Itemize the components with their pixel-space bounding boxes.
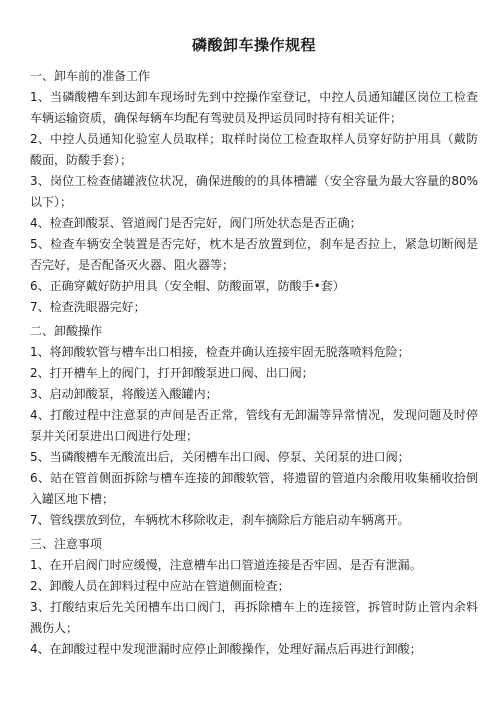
list-item: 3、打酸结束后先关闭槽车出口阀门，再拆除槽车上的连接管，拆管时防止管内余料溅伤人；	[30, 600, 478, 635]
document-title: 磷酸卸车操作规程	[191, 36, 316, 54]
list-item: 2、中控人员通知化验室人员取样；取样时岗位工检查取样人员穿好防护用具（戴防酸面，防酸手套）；	[30, 132, 478, 167]
list-item: 5、检查车辆安全装置是否完好，枕木是否放置到位，刹车是否拉上，紧急切断阀是否完好，是否配备灭火器、阻火器等；	[30, 237, 478, 272]
list-item: 2、打开槽车上的阀门，打开卸酸泵进口阀、出口阀；	[30, 366, 314, 380]
section-heading: 三、注意事项	[30, 537, 103, 551]
list-item: 7、检查洗眼器完好；	[30, 300, 146, 314]
list-item: 4、打酸过程中注意泵的声间是否正常，管线有无卸漏等异常情况，发现问题及时停泵并关闭泵进出口阀进行处理；	[30, 408, 478, 443]
section-heading: 一、卸车前的准备工作	[30, 69, 151, 83]
section-unloading	[30, 321, 478, 531]
list-item: 7、管线摆放到位，车辆枕木移除收走，刹车摘除后方能启动车辆离开。	[30, 513, 410, 527]
list-item: 1、将卸酸软管与槽车出口相接，检查并确认连接牢固无脱落喷料危险；	[30, 345, 410, 359]
list-item: 3、启动卸酸泵，将酸送入酸罐内；	[30, 387, 218, 401]
list-item: 2、卸酸人员在卸料过程中应站在管道侧面检查；	[30, 579, 290, 593]
list-item: 3、岗位工检查储罐液位状况，确保进酸的的具体槽罐（安全容量为最大容量的80%以下）；	[30, 174, 478, 209]
list-item: 4、检查卸酸泵、管道阀门是否完好，阀门所处状态是否正确；	[30, 216, 362, 230]
list-item: 1、当磷酸槽车到达卸车现场时先到中控操作室登记，中控人员通知罐区岗位工检查车辆运输资质，确保每辆车均配有驾驶员及押运员同时持有相关证件；	[30, 90, 478, 125]
section-heading: 二、卸酸操作	[30, 324, 103, 338]
list-item: 4、在卸酸过程中发现泄漏时应停止卸酸操作，处理好漏点后再进行卸酸；	[30, 642, 422, 656]
section-precautions	[30, 534, 478, 660]
section-preparation	[30, 66, 478, 318]
list-item: 5、当磷酸槽车无酸流出后，关闭槽车出口阀、停泵、关闭泵的进口阀；	[30, 450, 410, 464]
list-item: 1、在开启阀门时应缓慢，注意槽车出口管道连接是否牢固、是否有泄漏。	[30, 558, 422, 572]
list-item: 6、站在管首侧面拆除与槽车连接的卸酸软管，将遗留的管道内余酸用收集桶收拾倒入罐区地下槽；	[30, 471, 478, 506]
list-item: 6、正确穿戴好防护用具（安全帽、防酸面罩，防酸手•套）	[30, 279, 345, 293]
